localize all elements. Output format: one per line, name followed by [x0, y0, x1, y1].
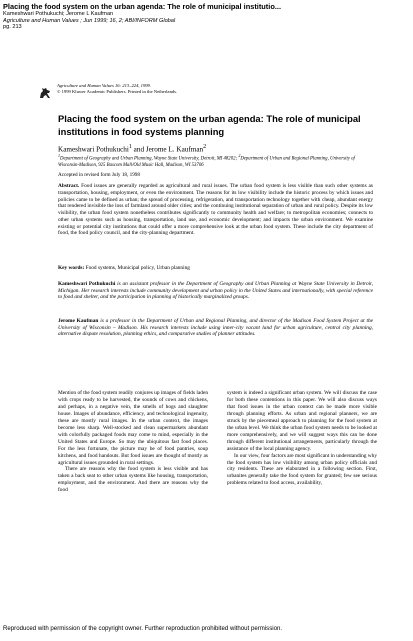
- copyright-notice: Reproduced with permission of the copyright owner. Further reproduction prohibited without permission.: [3, 625, 283, 632]
- header-page: pg. 213: [3, 24, 22, 31]
- bio-text: is an assistant professor in the Department of Geography and Urban Planning at Wayne State University in Detroit, Michigan. Her research interests include community development and urban policy in the United States and internationally, with special reference to food and shelter, and the participation in planning of historically marginalized groups.: [58, 281, 373, 301]
- journal-line: Agriculture and Human Values 16: 213–224, 1999.: [57, 83, 151, 88]
- bio-text: is a professor in the Department of Urban and Regional Planning, and director of the Madison Food System Project at the University of Wisconsin – Madison. His research interests include using inner-city vacant land for urban agriculture, central city planning, alternative dispute resolution, planning ethics, and comparative studies of planner attitudes.: [58, 318, 373, 338]
- keywords-label: Key words:: [58, 265, 85, 271]
- author-name: Jerome L. Kaufman: [145, 145, 204, 154]
- bio-name: Jerome Kaufman: [58, 318, 99, 324]
- springer-horse-icon: [38, 86, 52, 100]
- abstract-label: Abstract.: [58, 183, 80, 189]
- author-joiner: and: [131, 145, 146, 154]
- document-header: [3, 2, 408, 31]
- body-column-right: [227, 390, 377, 487]
- body-paragraph: system is indeed a significant urban system. We will discuss the case for both these contentions in this paper. We will also discuss ways that food issues in the urban context can be made more visible through planning efforts. As urban and regional planners, we are struck by the piecemeal approach to planning for the food system at the urban level. We think the urban food system needs to be looked at more comprehensively, and we will suggest ways this can be done through different institutional arrangements, particularly through the assistance of the local planning agency.: [227, 390, 377, 452]
- affiliation-text: Department of Geography and Urban Planning, Wayne State University, Detroit, MI 48202;: [60, 156, 239, 162]
- bio-name: Kameshwari Pothukuchi: [58, 281, 116, 287]
- header-source: Agriculture and Human Values ; Jun 1999; 16, 2; ABI/INFORM Global: [3, 17, 176, 24]
- affiliations: [58, 153, 373, 169]
- body-paragraph: There are reasons why the food system is less visible and has taken a back seat to other urban systems like housing, transportation, employment, and the environment. And there are reasons why the food: [58, 466, 208, 494]
- article-title: Placing the food system on the urban agenda: The role of municipal institutions in food systems planning: [58, 113, 361, 137]
- keywords-text: Food systems, Municipal policy, Urban planning: [84, 265, 190, 271]
- author-superscript: 2: [203, 144, 207, 150]
- author-bio: [58, 281, 373, 301]
- abstract-text: Food issues are generally regarded as agricultural and rural issues. The urban food system is less visible than such other systems as transportation, housing, employment, or even the environment. The reasons for its low visibility include the historic process by which issues and policies came to be defined as urban; the spread of processing, refrigeration, and transportation technology together with cheap, abundant energy that rendered invisible the loss of farmland around older cities; and the continuing institutional separation of urban and rural policy. Despite its low visibility, the urban food system nonetheless contributes significantly to community health and welfare; to metropolitan economies; connects to other urban systems such as housing, transportation, land use, and economic development; and impacts the urban environment. We examine existing or potential city institutions that could offer a more comprehensive look at the urban food system. These include the city department of food, the food policy council, and the city-planning department.: [58, 183, 373, 237]
- author-superscript: 1: [128, 144, 132, 150]
- header-title: Placing the food system on the urban agenda: The role of municipal institutio...: [3, 2, 281, 11]
- body-paragraph: In our view, four factors are most significant in understanding why the food system has low visibility among urban policy officials and city residents. These are elaborated in a following section. First, urbanites generally take the food system for granted; few see serious problems related to food access, availability,: [227, 452, 377, 487]
- body-paragraph: Mention of the food system readily conjures up images of fields laden with crops ready to be harvested, the sounds of cows and chickens, and perhaps, in a negative vein, the smells of hogs and slaughter house. Images of abundance, efficiency, and technological ingenuity, these are mostly rural images. In the urban context, the images become less sharp. Well-stocked and clean supermarkets abundant with colorfully packaged foods may come to mind, especially in the United States and Europe. So may the ubiquitous fast food places. For the less fortunate, the picture may be of food pantries, soup kitchens, and food handouts. But food issues are thought of mostly as agricultural issues grounded in rural settings.: [58, 390, 208, 466]
- keywords: [58, 265, 373, 272]
- header-authors: Kameshwari Pothukuchi; Jerome L Kaufman: [3, 11, 114, 17]
- publisher-info: [57, 83, 357, 95]
- author-bio: [58, 318, 373, 338]
- accepted-date: Accepted in revised form July 18, 1998: [58, 172, 140, 178]
- abstract: [58, 183, 373, 237]
- body-column-left: [58, 390, 208, 494]
- affiliation-superscript: 2: [238, 153, 241, 158]
- affiliation-text: Department of Urban and Regional Planning, University of Wisconsin-Madison, 925 Bascom Mall/Old Music Hall, Madison, WI 53706: [58, 156, 355, 168]
- affiliation-superscript: 1: [58, 153, 60, 158]
- author-name: Kameshwari Pothukuchi: [58, 145, 129, 154]
- copyright-line: © 1999 Kluwer Academic Publishers. Printed in the Netherlands.: [57, 88, 178, 94]
